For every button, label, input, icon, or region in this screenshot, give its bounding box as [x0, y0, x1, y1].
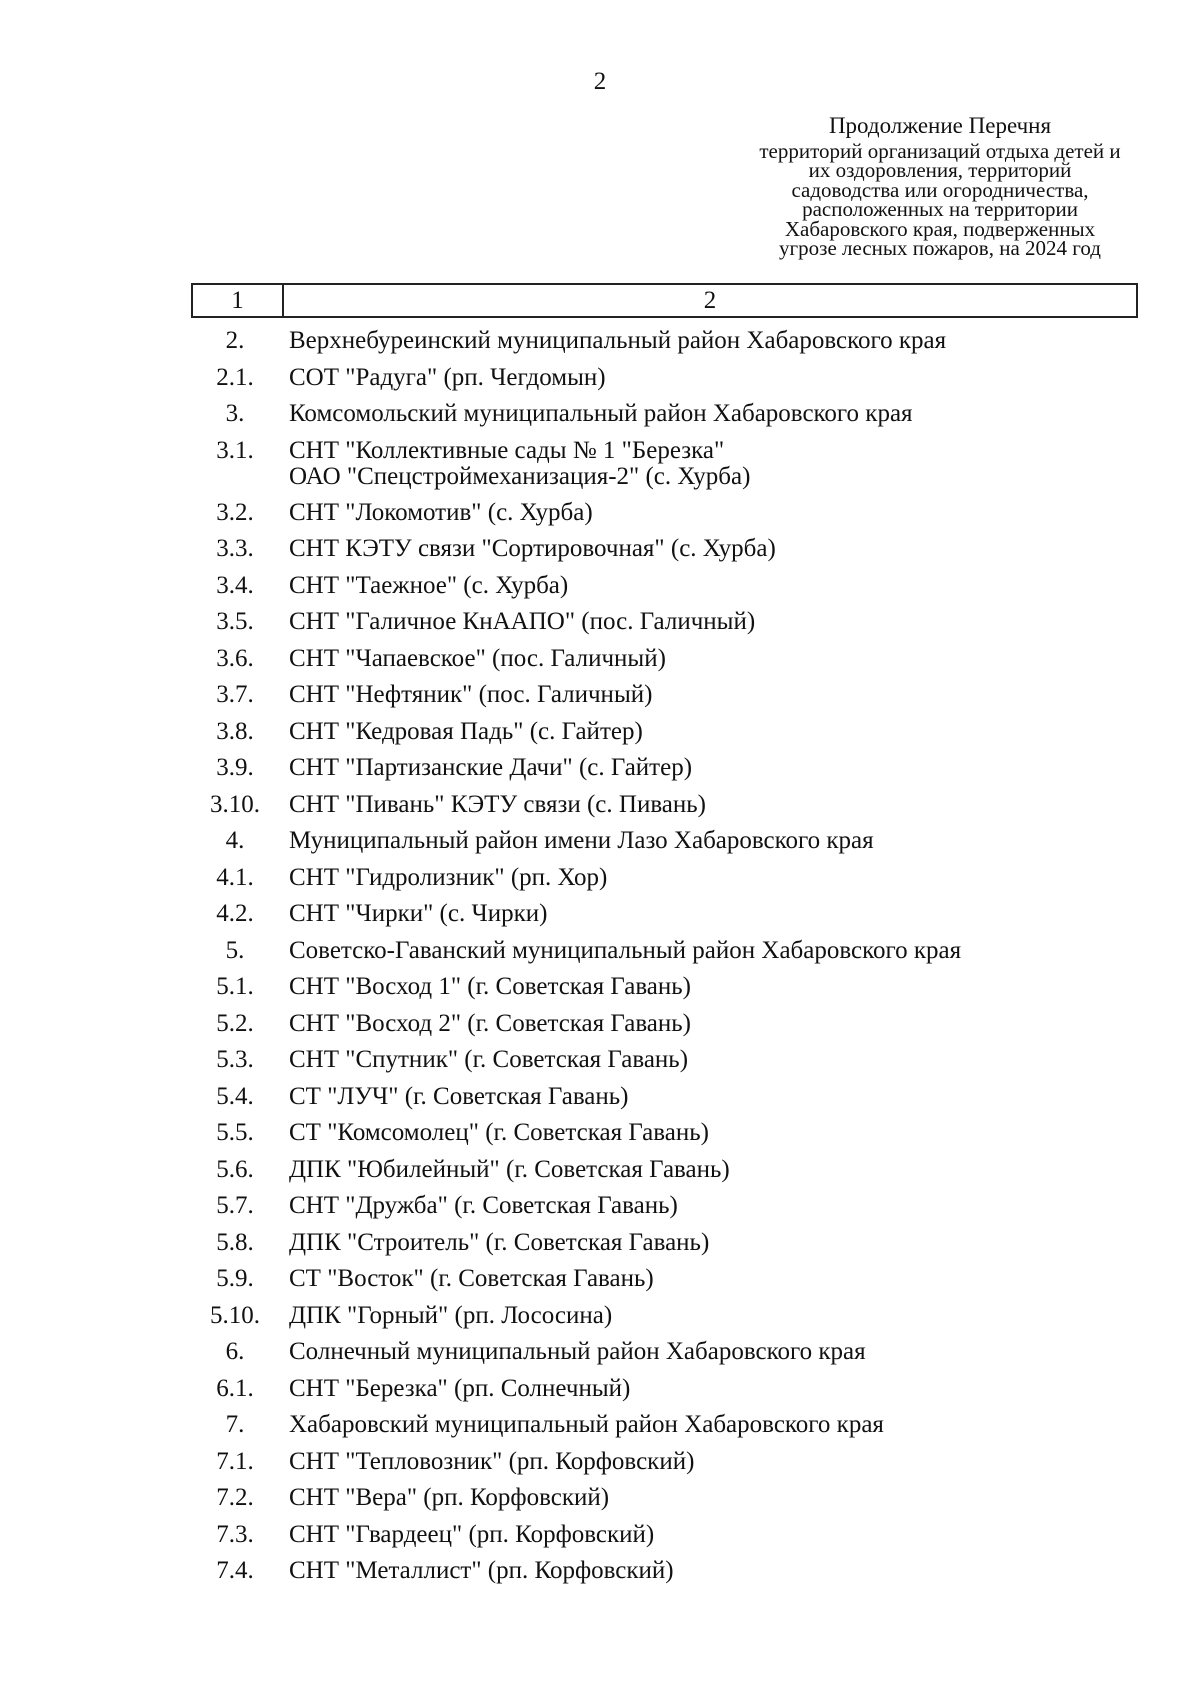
list-item	[191, 396, 1151, 433]
item-name	[279, 1407, 1151, 1444]
item-name	[279, 323, 1151, 360]
item-name-line: Солнечный муниципальный район Хабаровского края	[289, 1338, 866, 1365]
item-name-line: СТ "Комсомолец" (г. Советская Гавань)	[289, 1119, 709, 1146]
item-name-line: СНТ "Тепловозник" (рп. Корфовский)	[289, 1447, 695, 1475]
item-name-line: СНТ "Галичное КнААПО" (пос. Галичный)	[289, 608, 756, 635]
territory-list	[191, 323, 1151, 1590]
item-number: 5.9.	[216, 1265, 254, 1292]
item-name-line: СНТ "Восход 2" (г. Советская Гавань)	[289, 1009, 692, 1037]
item-name	[279, 1261, 1151, 1298]
continuation-line: их оздоровления, территорий	[808, 158, 1072, 182]
item-number: 3.	[225, 400, 245, 427]
list-item	[191, 1371, 1151, 1408]
item-name-line: СНТ КЭТУ связи "Сортировочная" (с. Хурба)	[289, 535, 776, 562]
list-item	[191, 433, 1151, 495]
item-name-line: СНТ "Гидролизник" (рп. Хор)	[289, 863, 608, 891]
item-name	[279, 969, 1151, 1006]
item-name-line: СНТ "Вера" (рп. Корфовский)	[289, 1484, 610, 1511]
item-number: 4.1.	[216, 863, 254, 891]
item-number: 4.2.	[216, 900, 254, 927]
item-name-line: СНТ "Дружба" (г. Советская Гавань)	[289, 1192, 678, 1219]
list-item	[191, 495, 1151, 532]
continuation-line: расположенных на территории	[802, 197, 1078, 221]
item-name	[279, 823, 1151, 860]
item-number: 5.10.	[210, 1301, 260, 1329]
list-item	[191, 323, 1151, 360]
item-number: 5.6.	[216, 1155, 254, 1183]
list-item	[191, 1334, 1151, 1371]
item-name	[279, 495, 1151, 532]
list-item	[191, 1261, 1151, 1298]
item-name	[279, 604, 1151, 641]
item-name-line: СОТ "Радуга" (рп. Чегдомын)	[289, 363, 606, 391]
column-number-2: 2	[703, 287, 717, 314]
item-name-line: СНТ "Партизанские Дачи" (с. Гайтер)	[289, 754, 693, 781]
item-number: 3.6.	[216, 644, 254, 672]
item-name	[279, 360, 1151, 397]
item-name	[279, 933, 1151, 970]
item-name	[279, 1517, 1151, 1554]
item-number: 3.10.	[210, 790, 260, 818]
list-item	[191, 896, 1151, 933]
item-number: 3.8.	[216, 717, 254, 745]
item-number: 2.	[225, 327, 245, 354]
list-item	[191, 531, 1151, 568]
item-name	[279, 750, 1151, 787]
item-name	[279, 896, 1151, 933]
item-number: 6.1.	[216, 1374, 254, 1402]
item-number: 7.2.	[216, 1484, 254, 1511]
item-name-line: СНТ "Березка" (рп. Солнечный)	[289, 1374, 631, 1402]
item-number: 5.3.	[216, 1046, 254, 1073]
item-name	[279, 787, 1151, 824]
item-number: 5.5.	[216, 1119, 254, 1146]
item-name-line: Верхнебуреинский муниципальный район Хабаровского края	[289, 327, 947, 354]
list-item	[191, 1115, 1151, 1152]
list-item	[191, 1079, 1151, 1116]
list-item	[191, 677, 1151, 714]
continuation-line: угрозе лесных пожаров, на 2024 год	[779, 236, 1101, 260]
item-name-line: ДПК "Горный" (рп. Лососина)	[289, 1301, 613, 1329]
item-name	[279, 1444, 1151, 1481]
list-item	[191, 714, 1151, 751]
item-name-line: СНТ "Коллективные сады № 1 "Березка"	[289, 436, 725, 464]
list-item	[191, 1480, 1151, 1517]
item-name	[279, 677, 1151, 714]
continuation-heading-block	[700, 113, 1180, 260]
item-number: 3.3.	[216, 535, 254, 562]
item-name	[279, 396, 1151, 433]
continuation-title: Продолжение Перечня	[828, 113, 1052, 138]
item-name-line: СНТ "Локомотив" (с. Хурба)	[289, 498, 593, 526]
item-number: 5.7.	[216, 1192, 254, 1219]
item-number: 3.9.	[216, 754, 254, 781]
item-number: 6.	[225, 1338, 245, 1365]
item-number: 5.8.	[216, 1228, 254, 1256]
item-name	[279, 1152, 1151, 1189]
item-number: 3.7.	[216, 681, 254, 708]
list-item	[191, 604, 1151, 641]
list-item	[191, 969, 1151, 1006]
item-number: 3.1.	[216, 436, 254, 464]
item-name	[279, 1334, 1151, 1371]
item-name	[279, 1553, 1151, 1590]
item-name	[279, 1006, 1151, 1043]
item-name	[279, 860, 1151, 897]
item-name-line: СНТ "Пивань" КЭТУ связи (с. Пивань)	[289, 790, 707, 818]
list-item	[191, 1444, 1151, 1481]
list-item	[191, 933, 1151, 970]
continuation-line: территорий организаций отдыха детей и	[759, 138, 1121, 163]
list-item	[191, 1517, 1151, 1554]
item-number: 5.1.	[216, 973, 254, 1000]
list-item	[191, 1042, 1151, 1079]
item-name-line: СНТ "Нефтяник" (пос. Галичный)	[289, 681, 653, 708]
item-name-line: СНТ "Чапаевское" (пос. Галичный)	[289, 644, 666, 672]
item-name-line: Советско-Гаванский муниципальный район Хабаровского края	[289, 936, 962, 964]
list-item	[191, 787, 1151, 824]
item-number: 7.3.	[216, 1520, 254, 1548]
item-number: 3.5.	[216, 608, 254, 635]
list-item	[191, 641, 1151, 678]
item-name-line: ОАО "Спецстроймеханизация-2" (с. Хурба)	[289, 462, 751, 490]
list-item	[191, 360, 1151, 397]
item-name	[279, 1371, 1151, 1408]
list-item	[191, 1298, 1151, 1335]
item-name	[279, 1480, 1151, 1517]
item-name-line: ДПК "Юбилейный" (г. Советская Гавань)	[289, 1155, 730, 1183]
item-name-line: СНТ "Таежное" (с. Хурба)	[289, 571, 569, 599]
item-name-line: СНТ "Спутник" (г. Советская Гавань)	[289, 1046, 689, 1073]
item-name	[279, 1079, 1151, 1116]
continuation-line: Хабаровского края, подверженных	[784, 216, 1096, 241]
item-number: 4.	[225, 827, 245, 854]
column-number-1: 1	[193, 285, 284, 316]
item-name-line: СТ "ЛУЧ" (г. Советская Гавань)	[289, 1082, 629, 1110]
item-name	[279, 1298, 1151, 1335]
item-name-line: Муниципальный район имени Лазо Хабаровского края	[289, 827, 874, 854]
item-name	[279, 1115, 1151, 1152]
item-number: 3.4.	[216, 571, 254, 599]
item-name	[279, 433, 1151, 495]
list-item	[191, 568, 1151, 605]
list-item	[191, 860, 1151, 897]
item-name-line: Хабаровский муниципальный район Хабаровского края	[289, 1411, 884, 1438]
list-item	[191, 1006, 1151, 1043]
list-item	[191, 1407, 1151, 1444]
continuation-line: садоводства или огородничества,	[791, 177, 1089, 202]
item-name	[279, 531, 1151, 568]
item-number: 5.	[225, 936, 245, 964]
list-item	[191, 1225, 1151, 1262]
item-name-line: СТ "Восток" (г. Советская Гавань)	[289, 1265, 654, 1292]
item-number: 7.	[225, 1411, 245, 1438]
item-name-line: СНТ "Кедровая Падь" (с. Гайтер)	[289, 717, 643, 745]
table-column-header	[191, 283, 1138, 318]
item-name-line: Комсомольский муниципальный район Хабаровского края	[289, 400, 913, 427]
item-name	[279, 641, 1151, 678]
item-name	[279, 714, 1151, 751]
page-number: 2	[593, 68, 607, 95]
item-number: 2.1.	[216, 363, 254, 391]
item-name-line: СНТ "Металлист" (рп. Корфовский)	[289, 1557, 674, 1584]
item-name-line: ДПК "Строитель" (г. Советская Гавань)	[289, 1228, 710, 1256]
item-number: 5.4.	[216, 1082, 254, 1110]
item-number: 3.2.	[216, 498, 254, 526]
list-item	[191, 1152, 1151, 1189]
item-name	[279, 1225, 1151, 1262]
list-item	[191, 1553, 1151, 1590]
item-name-line: СНТ "Чирки" (с. Чирки)	[289, 900, 548, 927]
item-name	[279, 1042, 1151, 1079]
item-number: 5.2.	[216, 1009, 254, 1037]
item-name	[279, 568, 1151, 605]
list-item	[191, 1188, 1151, 1225]
item-number: 7.4.	[216, 1557, 254, 1584]
list-item	[191, 823, 1151, 860]
item-number: 7.1.	[216, 1447, 254, 1475]
item-name	[279, 1188, 1151, 1225]
list-item	[191, 750, 1151, 787]
item-name-line: СНТ "Восход 1" (г. Советская Гавань)	[289, 973, 692, 1000]
item-name-line: СНТ "Гвардеец" (рп. Корфовский)	[289, 1520, 655, 1548]
